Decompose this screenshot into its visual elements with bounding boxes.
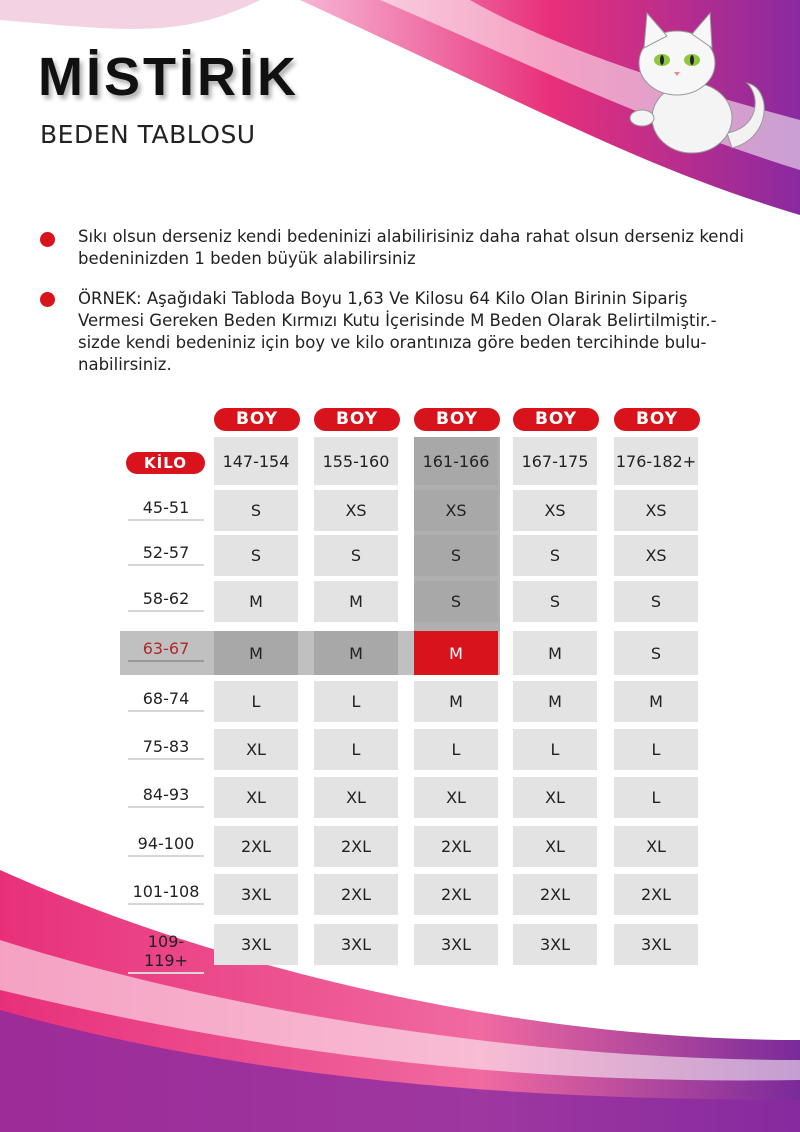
- height-range: 155-160: [314, 437, 398, 485]
- height-range: 161-166: [414, 437, 498, 485]
- kilo-range: 45-51: [128, 498, 204, 521]
- size-cell: M: [513, 681, 597, 722]
- kilo-range: 84-93: [128, 785, 204, 808]
- size-cell: M: [314, 581, 398, 622]
- size-cell: 3XL: [414, 924, 498, 965]
- bullet-icon: [40, 292, 55, 307]
- size-cell: L: [314, 729, 398, 770]
- size-cell: XL: [214, 777, 298, 818]
- size-cell: XS: [513, 490, 597, 531]
- size-cell: L: [513, 729, 597, 770]
- bullet-icon: [40, 232, 55, 247]
- size-cell: 3XL: [614, 924, 698, 965]
- kilo-range: 52-57: [128, 543, 204, 566]
- size-cell: 2XL: [513, 874, 597, 915]
- boy-header: BOY: [414, 408, 500, 431]
- kilo-range: 109-119+: [128, 932, 204, 974]
- size-cell: XS: [314, 490, 398, 531]
- size-cell: M: [214, 581, 298, 622]
- kilo-range: 58-62: [128, 589, 204, 612]
- size-cell: M: [513, 631, 597, 675]
- size-cell: XS: [614, 535, 698, 576]
- boy-header: BOY: [314, 408, 400, 431]
- kilo-range: 68-74: [128, 689, 204, 712]
- size-cell: XL: [513, 826, 597, 867]
- size-cell: S: [614, 581, 698, 622]
- size-cell: 3XL: [513, 924, 597, 965]
- size-cell: 3XL: [214, 874, 298, 915]
- note-example: ÖRNEK: Aşağıdaki Tabloda Boyu 1,63 Ve Kilosu 64 Kilo Olan Birinin Sipariş Vermesi Gereken Beden Kırmızı Kutu İçerisinde M Beden Olarak Belirtilmiştir.- sizde kendi bedeniniz için boy ve kilo orantınıza göre beden tercihinde bulu- nabilirsiniz.: [78, 289, 717, 374]
- kilo-range: 63-67: [128, 639, 204, 662]
- height-range: 167-175: [513, 437, 597, 485]
- page-subtitle: BEDEN TABLOSU: [40, 120, 256, 149]
- size-cell: M: [414, 631, 498, 675]
- size-cell: XL: [614, 826, 698, 867]
- size-cell: 2XL: [214, 826, 298, 867]
- height-range: 176-182+: [614, 437, 698, 485]
- size-cell: XS: [614, 490, 698, 531]
- cat-illustration: [622, 8, 772, 158]
- note-fit: Sıkı olsun derseniz kendi bedeninizi alabilirisiniz daha rahat olsun derseniz kendi bedeninizden 1 beden büyük alabilirsiniz: [78, 227, 744, 268]
- size-cell: 2XL: [614, 874, 698, 915]
- size-cell: M: [614, 681, 698, 722]
- boy-header: BOY: [614, 408, 700, 431]
- size-cell: 2XL: [314, 874, 398, 915]
- size-cell: XL: [314, 777, 398, 818]
- size-cell: XL: [513, 777, 597, 818]
- brand-logo: MİSTİRİK: [38, 47, 299, 107]
- size-cell: M: [414, 681, 498, 722]
- size-cell: S: [614, 631, 698, 675]
- size-cell: L: [614, 777, 698, 818]
- size-cell: 3XL: [314, 924, 398, 965]
- size-cell: S: [414, 535, 498, 576]
- size-cell: L: [314, 681, 398, 722]
- size-cell: S: [314, 535, 398, 576]
- boy-header: BOY: [513, 408, 599, 431]
- size-cell: S: [414, 581, 498, 622]
- size-cell: XS: [414, 490, 498, 531]
- size-cell: S: [513, 535, 597, 576]
- size-cell: L: [214, 681, 298, 722]
- kilo-label: KİLO: [126, 452, 205, 474]
- size-cell: S: [214, 535, 298, 576]
- size-cell: 2XL: [314, 826, 398, 867]
- size-cell: S: [214, 490, 298, 531]
- kilo-range: 101-108: [128, 882, 204, 905]
- height-range: 147-154: [214, 437, 298, 485]
- size-cell: 2XL: [414, 874, 498, 915]
- size-cell: 2XL: [414, 826, 498, 867]
- size-cell: L: [614, 729, 698, 770]
- size-cell: 3XL: [214, 924, 298, 965]
- size-cell: XL: [414, 777, 498, 818]
- boy-header: BOY: [214, 408, 300, 431]
- kilo-range: 75-83: [128, 737, 204, 760]
- size-cell: XL: [214, 729, 298, 770]
- size-cell: S: [513, 581, 597, 622]
- kilo-range: 94-100: [128, 834, 204, 857]
- size-cell: M: [314, 631, 398, 675]
- size-cell: M: [214, 631, 298, 675]
- size-cell: L: [414, 729, 498, 770]
